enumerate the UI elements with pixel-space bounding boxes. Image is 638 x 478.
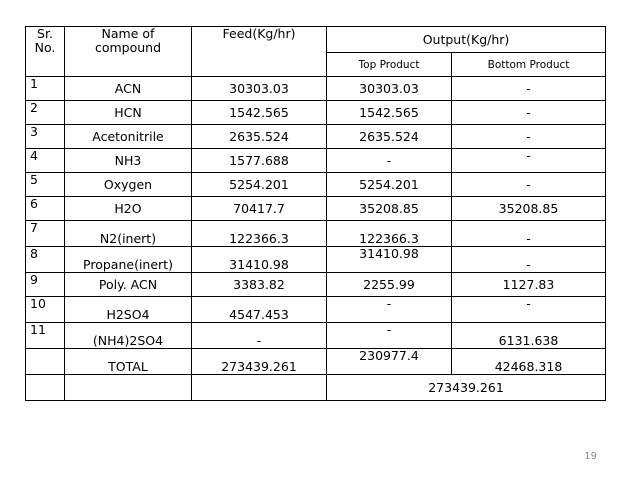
- cell-compound: NH3: [65, 149, 192, 173]
- cell-sr: 11: [26, 323, 65, 349]
- table-row: [26, 149, 606, 173]
- cell-compound: (NH4)2SO4: [65, 323, 192, 349]
- cell-feed: 1577.688: [192, 149, 327, 173]
- cell-bottom-product: 35208.85: [452, 197, 606, 221]
- cell-bottom-product: -: [452, 221, 606, 247]
- cell-sr-empty: [26, 349, 65, 375]
- cell-top-product: 2635.524: [327, 125, 452, 149]
- cell-empty: [65, 375, 192, 401]
- header-bottom-product: Bottom Product: [452, 53, 606, 77]
- cell-top-product: -: [327, 149, 452, 173]
- material-balance-table: [25, 26, 606, 401]
- cell-top-product: -: [327, 323, 452, 349]
- cell-sr: 9: [26, 273, 65, 297]
- cell-sr: 8: [26, 247, 65, 273]
- cell-feed: 30303.03: [192, 77, 327, 101]
- header-name-line2: compound: [94, 40, 162, 55]
- cell-feed: 2635.524: [192, 125, 327, 149]
- table-row: [26, 221, 606, 247]
- total-label: TOTAL: [65, 349, 192, 375]
- cell-bottom-product: -: [452, 297, 606, 323]
- table-row: [26, 247, 606, 273]
- cell-sr: 1: [26, 77, 65, 101]
- cell-empty: [192, 375, 327, 401]
- cell-empty: [26, 375, 65, 401]
- header-sr-no: [26, 27, 65, 77]
- cell-sr: 6: [26, 197, 65, 221]
- cell-feed: 122366.3: [192, 221, 327, 247]
- cell-feed: 4547.453: [192, 297, 327, 323]
- cell-bottom-product: -: [452, 77, 606, 101]
- cell-compound: Acetonitrile: [65, 125, 192, 149]
- total-top-product: 230977.4: [327, 349, 452, 375]
- cell-bottom-product: 6131.638: [452, 323, 606, 349]
- header-feed: Feed(Kg/hr): [192, 27, 327, 77]
- cell-bottom-product: -: [452, 149, 606, 173]
- total-bottom-product: 42468.318: [452, 349, 606, 375]
- table-row: [26, 297, 606, 323]
- header-sr-line2: No.: [34, 40, 56, 55]
- page-number: 19: [584, 451, 597, 462]
- table-row: [26, 197, 606, 221]
- table-row: [26, 273, 606, 297]
- table-row: [26, 77, 606, 101]
- cell-sr: 5: [26, 173, 65, 197]
- cell-top-product: 35208.85: [327, 197, 452, 221]
- cell-sr: 10: [26, 297, 65, 323]
- header-compound-name: [65, 27, 192, 77]
- cell-top-product: 5254.201: [327, 173, 452, 197]
- total-row: [26, 349, 606, 375]
- cell-feed: 31410.98: [192, 247, 327, 273]
- header-row: [26, 27, 606, 53]
- cell-top-product: 122366.3: [327, 221, 452, 247]
- cell-compound: Propane(inert): [65, 247, 192, 273]
- cell-compound: Oxygen: [65, 173, 192, 197]
- cell-compound: N2(inert): [65, 221, 192, 247]
- table-row: [26, 125, 606, 149]
- cell-feed: -: [192, 323, 327, 349]
- table-row: [26, 173, 606, 197]
- cell-bottom-product: -: [452, 247, 606, 273]
- cell-sr: 4: [26, 149, 65, 173]
- cell-bottom-product: -: [452, 173, 606, 197]
- cell-sr: 3: [26, 125, 65, 149]
- cell-feed: 1542.565: [192, 101, 327, 125]
- cell-top-product: 31410.98: [327, 247, 452, 273]
- cell-feed: 5254.201: [192, 173, 327, 197]
- output-sum: 273439.261: [327, 375, 606, 401]
- cell-compound: H2O: [65, 197, 192, 221]
- header-name-line1: Name of: [101, 26, 155, 41]
- cell-compound: H2SO4: [65, 297, 192, 323]
- cell-top-product: 2255.99: [327, 273, 452, 297]
- cell-bottom-product: -: [452, 101, 606, 125]
- cell-compound: Poly. ACN: [65, 273, 192, 297]
- cell-top-product: -: [327, 297, 452, 323]
- total-feed: 273439.261: [192, 349, 327, 375]
- cell-sr: 7: [26, 221, 65, 247]
- header-output: Output(Kg/hr): [327, 27, 606, 53]
- table-row: [26, 101, 606, 125]
- cell-feed: 3383.82: [192, 273, 327, 297]
- cell-bottom-product: 1127.83: [452, 273, 606, 297]
- cell-compound: HCN: [65, 101, 192, 125]
- output-sum-row: [26, 375, 606, 401]
- cell-top-product: 30303.03: [327, 77, 452, 101]
- cell-feed: 70417.7: [192, 197, 327, 221]
- header-top-product: Top Product: [327, 53, 452, 77]
- table-row: [26, 323, 606, 349]
- cell-bottom-product: -: [452, 125, 606, 149]
- header-sr-line1: Sr.: [37, 26, 53, 41]
- cell-top-product: 1542.565: [327, 101, 452, 125]
- cell-compound: ACN: [65, 77, 192, 101]
- cell-sr: 2: [26, 101, 65, 125]
